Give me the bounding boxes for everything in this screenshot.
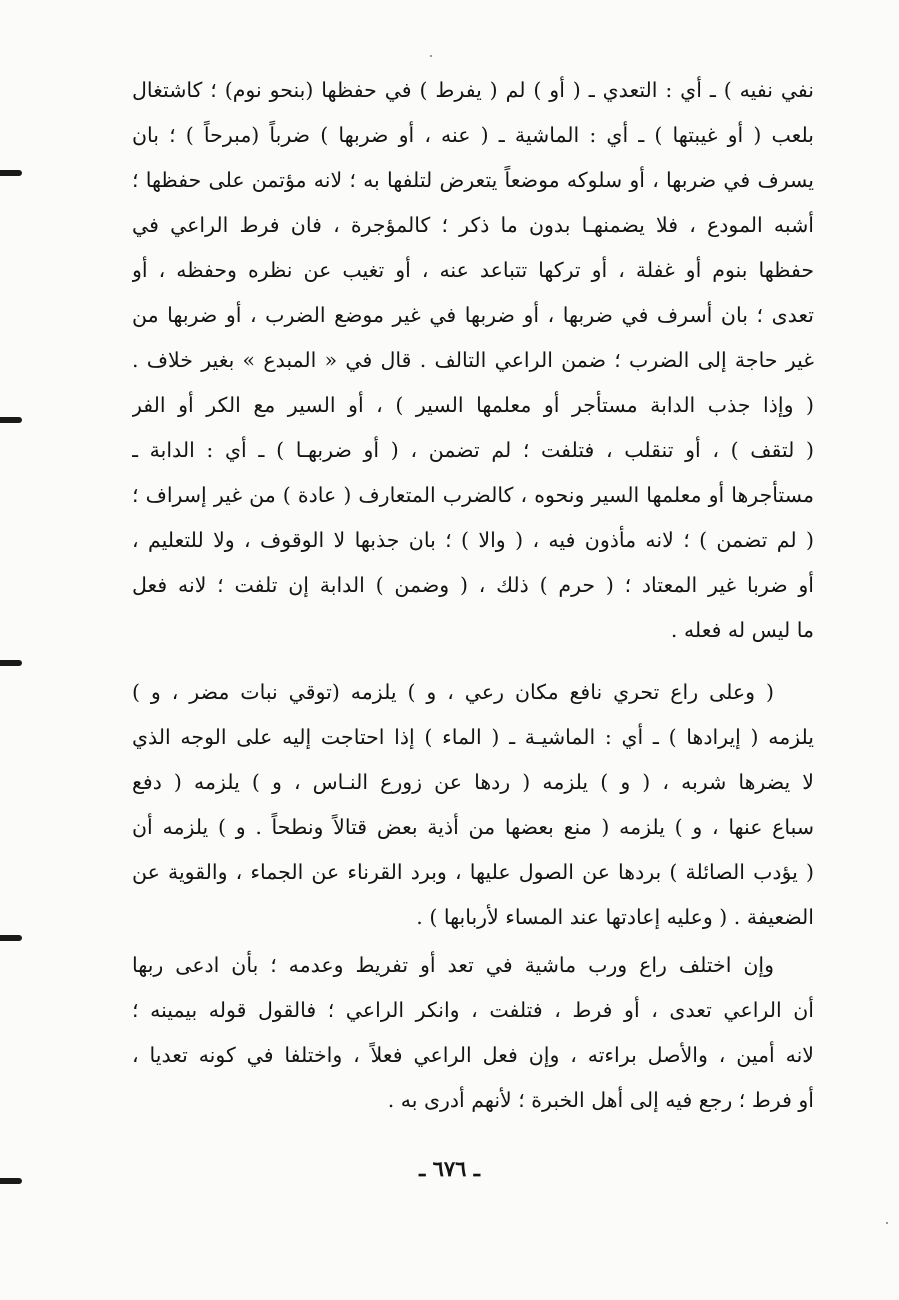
margin-mark	[0, 417, 22, 423]
text-line: ( يؤدب الصائلة ) بردها عن الصول عليها ، وبرد القرناء عن الجماء ، والقوية عن	[132, 860, 814, 884]
margin-mark	[0, 170, 22, 176]
text-line: نفي نفيه ) ـ أي : التعدي ـ ( أو ) لم ( يفرط ) في حفظها (بنحو نوم) ؛ كاشتغال	[132, 78, 814, 102]
text-line: سباع عنها ، و ) يلزمه ( منع بعضها من أذية بعض قتالاً ونطحاً . و ) يلزمه أن	[132, 815, 814, 839]
text-line: أو فرط ؛ رجع فيه إلى أهل الخبرة ؛ لأنهم أدرى به .	[387, 1088, 814, 1112]
text-line: ( وإذا جذب الدابة مستأجر أو معلمها السير ) ، أو السير مع الكر أو الفر	[132, 393, 814, 417]
page-number: ـ ٦٧٦ ـ	[419, 1156, 480, 1181]
text-line: ( لتقف ) ، أو تنقلب ، فتلفت ؛ لم تضمن ، ( أو ضربهـا ) ـ أي : الدابة ـ	[132, 438, 814, 462]
text-line: مستأجرها أو معلمها السير ونحوه ، كالضرب المتعارف ( عادة ) من غير إسراف ؛	[132, 483, 814, 507]
text-line: بلعب ( أو غيبتها ) ـ أي : الماشية ـ ( عنه ، أو ضربها ) ضرباً (مبرحاً ) ؛ بان	[132, 123, 814, 147]
scan-speck	[430, 55, 432, 57]
paragraph-3	[132, 943, 814, 1123]
text-line: وإن اختلف راع ورب ماشية في تعد أو تفريط وعدمه ؛ بأن ادعى ربها	[132, 953, 774, 977]
paragraph-1	[132, 68, 814, 653]
margin-mark	[0, 935, 22, 941]
text-line: يلزمه ( إيرادها ) ـ أي : الماشيـة ـ ( الماء ) إذا احتاجت إليه على الوجه الذي	[132, 725, 814, 749]
text-line: ما ليس له فعله .	[670, 618, 814, 642]
text-line: أشبه المودع ، فلا يضمنهـا بدون ما ذكر ؛ كالمؤجرة ، فان فرط الراعي في	[132, 213, 814, 237]
margin-mark	[0, 660, 22, 666]
text-line: أن الراعي تعدى ، أو فرط ، فتلفت ، وانكر الراعي ؛ فالقول قوله بيمينه ؛	[132, 998, 814, 1022]
text-line: الضعيفة . ( وعليه إعادتها عند المساء لأربابها ) .	[416, 905, 814, 929]
text-line: ( وعلى راع تحري نافع مكان رعي ، و ) يلزمه (توقي نبات مضر ، و )	[132, 680, 774, 704]
text-line: أو ضربا غير المعتاد ؛ ( حرم ) ذلك ، ( وضمن ) الدابة إن تلفت ؛ لانه فعل	[132, 573, 814, 597]
text-line: حفظها بنوم أو غفلة ، أو تركها تتباعد عنه ، أو تغيب عن نظره وحفظه ، أو	[132, 258, 814, 282]
text-line: لانه أمين ، والأصل براءته ، وإن فعل الراعي فعلاً ، واختلفا في كونه تعديا ،	[132, 1043, 814, 1067]
text-line: تعدى ؛ بان أسرف في ضربها ، أو ضربها في غير موضع الضرب ، أو ضربها من	[132, 303, 814, 327]
text-line: لا يضرها شربه ، ( و ) يلزمه ( ردها عن زورع النـاس ، و ) يلزمه ( دفع	[132, 770, 814, 794]
paragraph-2	[132, 670, 814, 940]
scan-speck	[886, 1222, 888, 1224]
text-line: غير حاجة إلى الضرب ؛ ضمن الراعي التالف . قال في « المبدع » بغير خلاف .	[132, 348, 814, 372]
text-line: يسرف في ضربها ، أو سلوكه موضعاً يتعرض لتلفها به ؛ لانه مؤتمن على حفظها ؛	[132, 168, 814, 192]
text-line: ( لم تضمن ) ؛ لانه مأذون فيه ، ( والا ) ؛ بان جذبها لا الوقوف ، ولا للتعليم ،	[132, 528, 814, 552]
